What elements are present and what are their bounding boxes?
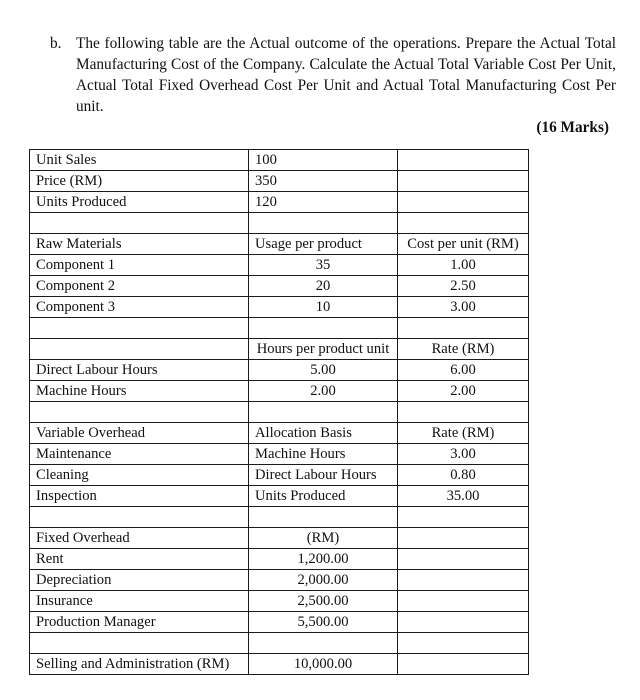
- table-cell: 2,000.00: [249, 570, 398, 591]
- operations-table: [29, 149, 529, 675]
- table-cell: [398, 549, 529, 570]
- table-cell: Rate (RM): [398, 423, 529, 444]
- table-cell: [398, 591, 529, 612]
- table-row: [30, 150, 529, 171]
- table-cell: 10,000.00: [249, 654, 398, 675]
- table-cell: 2.00: [398, 381, 529, 402]
- table-cell: [249, 318, 398, 339]
- table-cell: 2,500.00: [249, 591, 398, 612]
- table-row: [30, 276, 529, 297]
- table-cell: [30, 507, 249, 528]
- table-cell: 5,500.00: [249, 612, 398, 633]
- table-cell: Component 3: [30, 297, 249, 318]
- table-cell: Fixed Overhead: [30, 528, 249, 549]
- table-cell: Usage per product: [249, 234, 398, 255]
- table-cell: [398, 402, 529, 423]
- table-row: [30, 633, 529, 654]
- table-row: [30, 171, 529, 192]
- table-row: [30, 654, 529, 675]
- table-cell: [30, 339, 249, 360]
- table-cell: 100: [249, 150, 398, 171]
- table-cell: Direct Labour Hours: [249, 465, 398, 486]
- table-cell: (RM): [249, 528, 398, 549]
- table-cell: 35.00: [398, 486, 529, 507]
- table-cell: [249, 402, 398, 423]
- table-cell: Production Manager: [30, 612, 249, 633]
- table-cell: Insurance: [30, 591, 249, 612]
- table-cell: Units Produced: [249, 486, 398, 507]
- table-row: [30, 423, 529, 444]
- table-cell: Rent: [30, 549, 249, 570]
- table-cell: [249, 633, 398, 654]
- table-row: [30, 591, 529, 612]
- table-row: [30, 318, 529, 339]
- table-cell: 2.00: [249, 381, 398, 402]
- table-row: [30, 486, 529, 507]
- table-cell: Direct Labour Hours: [30, 360, 249, 381]
- table-row: [30, 465, 529, 486]
- table-cell: [398, 612, 529, 633]
- table-row: [30, 507, 529, 528]
- table-cell: Depreciation: [30, 570, 249, 591]
- table-cell: Rate (RM): [398, 339, 529, 360]
- table-cell: Cost per unit (RM): [398, 234, 529, 255]
- table-cell: [30, 318, 249, 339]
- table-cell: [30, 213, 249, 234]
- table-row: [30, 360, 529, 381]
- table-row: [30, 381, 529, 402]
- table-cell: Raw Materials: [30, 234, 249, 255]
- table-cell: 1.00: [398, 255, 529, 276]
- table-cell: [30, 402, 249, 423]
- table-cell: Cleaning: [30, 465, 249, 486]
- table-cell: Maintenance: [30, 444, 249, 465]
- table-cell: [398, 192, 529, 213]
- table-row: [30, 255, 529, 276]
- table-cell: Variable Overhead: [30, 423, 249, 444]
- table-cell: Machine Hours: [249, 444, 398, 465]
- table-cell: [398, 213, 529, 234]
- table-row: [30, 528, 529, 549]
- table-cell: [398, 318, 529, 339]
- marks-label: (16 Marks): [536, 119, 609, 136]
- table-cell: 20: [249, 276, 398, 297]
- table-cell: [398, 570, 529, 591]
- table-row: [30, 549, 529, 570]
- table-cell: 350: [249, 171, 398, 192]
- question-text: The following table are the Actual outcome of the operations. Prepare the Actual Total Manufacturing Cost of the Company. Calculate the Actual Total Variable Cost Per Unit, Actual Total Fixed Overhead Cost Per Unit and Actual Total Manufacturing Cost Per unit.: [76, 35, 616, 115]
- table-row: [30, 339, 529, 360]
- table-cell: Price (RM): [30, 171, 249, 192]
- table-row: [30, 297, 529, 318]
- table-cell: [398, 633, 529, 654]
- table-row: [30, 444, 529, 465]
- table-cell: 3.00: [398, 297, 529, 318]
- table-cell: Units Produced: [30, 192, 249, 213]
- question-label: b.: [50, 35, 62, 52]
- table-cell: 0.80: [398, 465, 529, 486]
- table-row: [30, 234, 529, 255]
- table-cell: Unit Sales: [30, 150, 249, 171]
- table-cell: 3.00: [398, 444, 529, 465]
- table-cell: [249, 507, 398, 528]
- table-row: [30, 570, 529, 591]
- table-cell: Inspection: [30, 486, 249, 507]
- table-cell: [30, 633, 249, 654]
- table-cell: Selling and Administration (RM): [30, 654, 249, 675]
- question: [50, 33, 616, 117]
- table-cell: 1,200.00: [249, 549, 398, 570]
- table-cell: 35: [249, 255, 398, 276]
- table-row: [30, 213, 529, 234]
- table-cell: Component 1: [30, 255, 249, 276]
- table-cell: [398, 150, 529, 171]
- table-cell: Machine Hours: [30, 381, 249, 402]
- table-cell: [398, 171, 529, 192]
- table-cell: [398, 528, 529, 549]
- table-cell: 10: [249, 297, 398, 318]
- table-cell: [398, 507, 529, 528]
- table-cell: [398, 654, 529, 675]
- table-cell: 2.50: [398, 276, 529, 297]
- table-cell: Allocation Basis: [249, 423, 398, 444]
- table-cell: 120: [249, 192, 398, 213]
- table-cell: Hours per product unit: [249, 339, 398, 360]
- table-cell: Component 2: [30, 276, 249, 297]
- table-cell: [249, 213, 398, 234]
- table-row: [30, 402, 529, 423]
- table-row: [30, 192, 529, 213]
- table-cell: 5.00: [249, 360, 398, 381]
- table-row: [30, 612, 529, 633]
- table-cell: 6.00: [398, 360, 529, 381]
